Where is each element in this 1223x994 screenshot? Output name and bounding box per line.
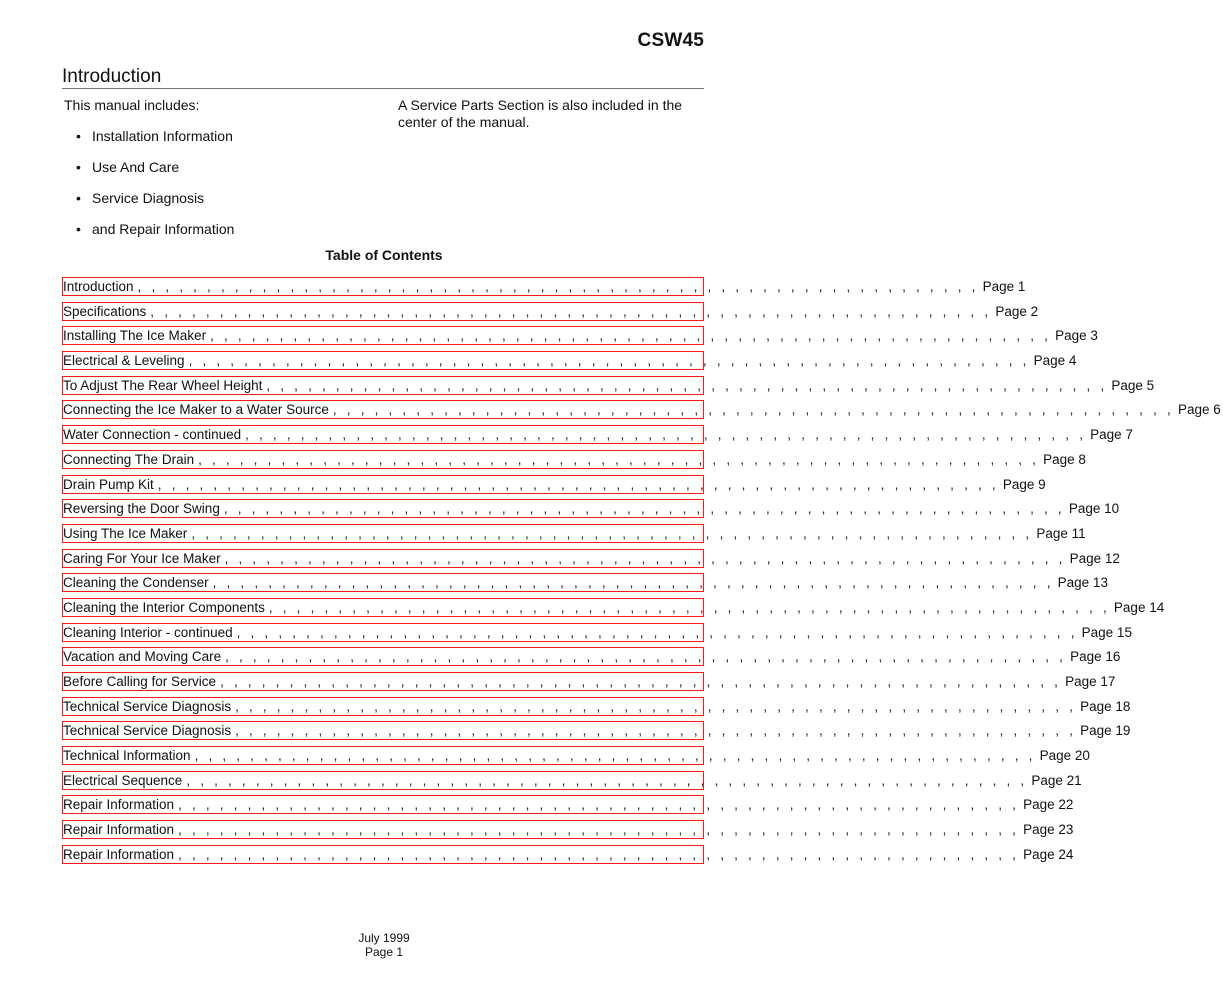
toc-leader: , , , , , , , , , , , , , , , , , , , , , , , , , , , , , , , , , , , , , , , , , , , , , , , , , , , , , , , , , , , , , (194, 748, 1036, 764)
toc-link[interactable] (62, 499, 1120, 518)
toc-link[interactable] (62, 573, 1108, 592)
toc-link[interactable] (62, 376, 1155, 395)
bullet-icon: • (76, 159, 81, 175)
toc-entry-title: Repair Information (63, 797, 175, 813)
toc-entry-page: Page 13 (1054, 574, 1110, 591)
toc-link[interactable] (62, 672, 1116, 691)
toc-entry-page: Page 8 (1039, 451, 1088, 468)
toc-entry-page: Page 11 (1032, 525, 1087, 542)
toc-entry-title: Before Calling for Service (63, 674, 217, 689)
toc-entry-title: Technical Service Diagnosis (63, 723, 232, 739)
toc-link[interactable] (62, 598, 1165, 617)
toc-entry-title: Electrical & Leveling (63, 353, 185, 369)
toc-entry-page: Page 6 (1174, 401, 1223, 418)
toc-leader: , , , , , , , , , , , , , , , , , , , , , , , , , , , , , , , , , , , , , , , , , , , , , , , , , , , , , , , , , , , , , (150, 303, 992, 319)
list-item: • Use And Care (76, 159, 180, 175)
toc-heading: Table of Contents (325, 247, 443, 263)
toc-entry-title: Electrical Sequence (63, 772, 183, 788)
service-parts-note: A Service Parts Section is also included in the center of the manual. (398, 97, 683, 130)
intro-lead: This manual includes: (64, 97, 200, 113)
table-of-contents (62, 277, 1221, 870)
toc-entry-title: Vacation and Moving Care (63, 649, 222, 665)
toc-entry-page: Page 1 (979, 278, 1028, 295)
toc-entry-page: Page 22 (1019, 796, 1075, 813)
toc-leader: , , , , , , , , , , , , , , , , , , , , , , , , , , , , , , , , , , , , , , , , , , , , , , , , , , , , , , , , , , , , , (245, 427, 1087, 443)
toc-entry-page: Page 3 (1051, 327, 1100, 344)
toc-entry-page: Page 14 (1110, 599, 1166, 616)
toc-entry-title: Connecting The Drain (63, 451, 195, 467)
toc-entry-title: Cleaning Interior - continued (63, 624, 233, 640)
toc-entry-title: Caring For Your Ice Maker (63, 550, 221, 566)
toc-leader: , , , , , , , , , , , , , , , , , , , , , , , , , , , , , , , , , , , , , , , , , , , , , , , , , , , , , , , , , , , , , (210, 328, 1052, 344)
toc-leader: , , , , , , , , , , , , , , , , , , , , , , , , , , , , , , , , , , , , , , , , , , , , , , , , , , , , , , , , , , , , , (235, 723, 1077, 739)
toc-entry-title: Repair Information (63, 846, 175, 862)
toc-link[interactable] (62, 277, 1026, 296)
toc-leader: , , , , , , , , , , , , , , , , , , , , , , , , , , , , , , , , , , , , , , , , , , , , , , , , , , , , , , , , , , , , , (220, 674, 1062, 689)
toc-entry-title: Water Connection - continued (63, 427, 242, 443)
toc-leader: , , , , , , , , , , , , , , , , , , , , , , , , , , , , , , , , , , , , , , , , , , , , , , , , , , , , , , , , , , , , , (268, 599, 1110, 615)
toc-entry-title: Cleaning the Condenser (63, 575, 209, 591)
toc-entry-title: Using The Ice Maker (63, 525, 188, 541)
toc-entry-page: Page 24 (1019, 846, 1075, 863)
model-number: CSW45 (637, 30, 704, 51)
toc-leader: , , , , , , , , , , , , , , , , , , , , , , , , , , , , , , , , , , , , , , , , , , , , , , , , , , , , , , , , , , , , , (236, 624, 1078, 640)
toc-link[interactable] (62, 400, 1221, 419)
toc-leader: , , , , , , , , , , , , , , , , , , , , , , , , , , , , , , , , , , , , , , , , , , , , , , , , , , , , , , , , , , , , , (225, 649, 1067, 665)
toc-entry-title: Connecting the Ice Maker to a Water Source (63, 402, 329, 418)
toc-leader: , , , , , , , , , , , , , , , , , , , , , , , , , , , , , , , , , , , , , , , , , , , , , , , , , , , , , , , , , , , , , (137, 279, 979, 294)
toc-entry-page: Page 21 (1027, 772, 1083, 789)
toc-entry-page: Page 12 (1066, 550, 1122, 567)
toc-entry-title: Technical Information (63, 748, 191, 764)
manual-contents-list (76, 128, 234, 252)
toc-entry-title: Installing The Ice Maker (63, 328, 207, 344)
toc-leader: , , , , , , , , , , , , , , , , , , , , , , , , , , , , , , , , , , , , , , , , , , , , , , , , , , , , , , , , , , , , , (178, 846, 1020, 862)
toc-link[interactable] (62, 475, 1046, 494)
bullet-icon: • (76, 221, 81, 237)
toc-link[interactable] (62, 623, 1132, 642)
toc-entry-page: Page 23 (1019, 821, 1075, 838)
list-item: • Installation Information (76, 128, 233, 144)
toc-entry-page: Page 17 (1061, 673, 1117, 690)
list-item: • Service Diagnosis (76, 190, 205, 206)
bullet-icon: • (76, 190, 81, 206)
page-number: Page 1 (364, 945, 404, 959)
toc-entry-title: Drain Pump Kit (63, 476, 154, 492)
toc-entry-page: Page 4 (1030, 352, 1079, 369)
list-item: • and Repair Information (76, 221, 235, 237)
toc-entry-page: Page 19 (1076, 722, 1132, 739)
toc-entry-page: Page 16 (1066, 648, 1122, 665)
toc-leader: , , , , , , , , , , , , , , , , , , , , , , , , , , , , , , , , , , , , , , , , , , , , , , , , , , , , , , , , , , , , , (188, 353, 1030, 369)
title-rule (62, 88, 704, 89)
toc-entry-page: Page 7 (1086, 426, 1135, 443)
toc-entry-page: Page 9 (999, 476, 1048, 493)
toc-link[interactable] (62, 450, 1086, 469)
toc-leader: , , , , , , , , , , , , , , , , , , , , , , , , , , , , , , , , , , , , , , , , , , , , , , , , , , , , , , , , , , , , , (332, 402, 1174, 418)
toc-link[interactable] (62, 721, 1131, 740)
toc-leader: , , , , , , , , , , , , , , , , , , , , , , , , , , , , , , , , , , , , , , , , , , , , , , , , , , , , , , , , , , , , , (178, 822, 1020, 838)
toc-entry-title: To Adjust The Rear Wheel Height (63, 377, 263, 393)
toc-link[interactable] (62, 425, 1133, 444)
toc-entry-page: Page 15 (1078, 624, 1134, 641)
toc-link[interactable] (62, 524, 1086, 543)
toc-entry-title: Repair Information (63, 822, 175, 838)
toc-entry-title: Specifications (63, 303, 147, 319)
toc-entry-title: Technical Service Diagnosis (63, 698, 232, 714)
toc-entry-page: Page 20 (1036, 747, 1092, 764)
toc-entry-title: Reversing the Door Swing (63, 501, 220, 517)
toc-link[interactable] (62, 771, 1082, 790)
toc-leader: , , , , , , , , , , , , , , , , , , , , , , , , , , , , , , , , , , , , , , , , , , , , , , , , , , , , , , , , , , , , , (224, 550, 1066, 566)
bullet-icon: • (76, 128, 81, 144)
toc-entry-title: Cleaning the Interior Components (63, 599, 265, 615)
toc-leader: , , , , , , , , , , , , , , , , , , , , , , , , , , , , , , , , , , , , , , , , , , , , , , , , , , , , , , , , , , , , , (186, 772, 1028, 788)
toc-entry-page: Page 10 (1065, 500, 1121, 517)
toc-link[interactable] (62, 820, 1074, 839)
toc-leader: , , , , , , , , , , , , , , , , , , , , , , , , , , , , , , , , , , , , , , , , , , , , , , , , , , , , , , , , , , , , , (235, 698, 1077, 714)
toc-link[interactable] (62, 746, 1090, 765)
toc-leader: , , , , , , , , , , , , , , , , , , , , , , , , , , , , , , , , , , , , , , , , , , , , , , , , , , , , , , , , , , , , , (212, 575, 1054, 591)
toc-leader: , , , , , , , , , , , , , , , , , , , , , , , , , , , , , , , , , , , , , , , , , , , , , , , , , , , , , , , , , , , , , (157, 476, 999, 492)
section-title: Introduction (62, 66, 162, 87)
toc-leader: , , , , , , , , , , , , , , , , , , , , , , , , , , , , , , , , , , , , , , , , , , , , , , , , , , , , , , , , , , , , , (178, 797, 1020, 813)
toc-entry-title: Introduction (63, 279, 134, 294)
toc-link[interactable] (62, 351, 1077, 370)
toc-entry-page: Page 2 (991, 303, 1040, 320)
toc-link[interactable] (62, 795, 1074, 814)
toc-link[interactable] (62, 845, 1074, 864)
toc-link[interactable] (62, 326, 1098, 345)
page-footer (0, 931, 768, 959)
publication-date: July 1999 (358, 931, 410, 945)
toc-leader: , , , , , , , , , , , , , , , , , , , , , , , , , , , , , , , , , , , , , , , , , , , , , , , , , , , , , , , , , , , , , (266, 377, 1108, 393)
toc-link[interactable] (62, 647, 1121, 666)
toc-entry-page: Page 5 (1107, 377, 1156, 394)
toc-link[interactable] (62, 302, 1039, 321)
toc-leader: , , , , , , , , , , , , , , , , , , , , , , , , , , , , , , , , , , , , , , , , , , , , , , , , , , , , , , , , , , , , , (198, 451, 1040, 467)
toc-leader: , , , , , , , , , , , , , , , , , , , , , , , , , , , , , , , , , , , , , , , , , , , , , , , , , , , , , , , , , , , , , (223, 501, 1065, 517)
toc-link[interactable] (62, 549, 1120, 568)
toc-leader: , , , , , , , , , , , , , , , , , , , , , , , , , , , , , , , , , , , , , , , , , , , , , , , , , , , , , , , , , , , , , (191, 525, 1033, 541)
toc-entry-page: Page 18 (1076, 698, 1132, 715)
toc-link[interactable] (62, 697, 1131, 716)
